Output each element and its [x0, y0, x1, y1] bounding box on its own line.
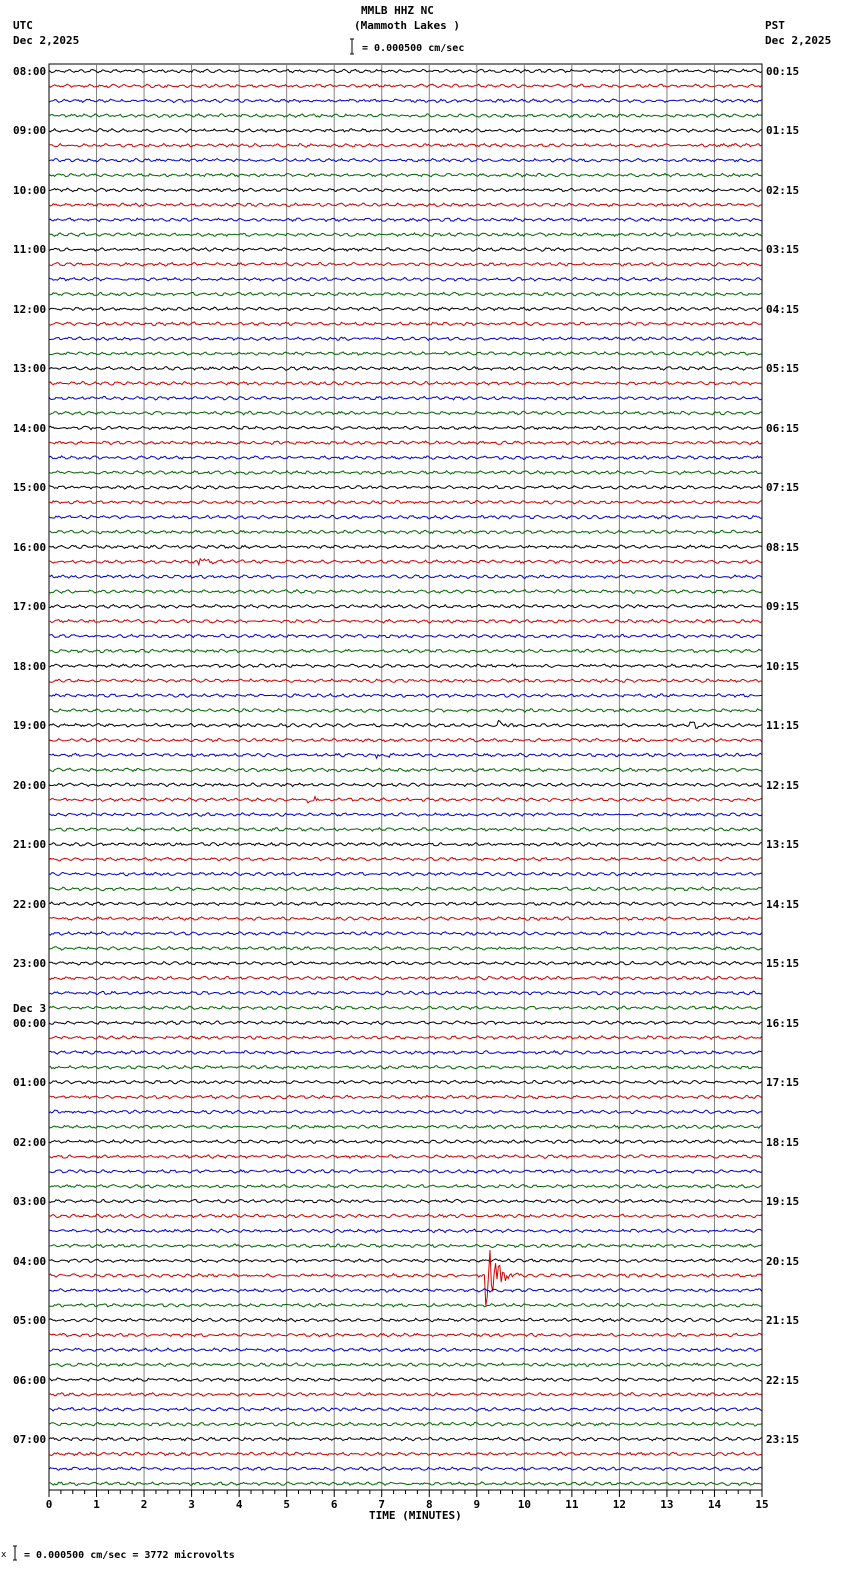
- trace-line: [49, 738, 762, 742]
- trace-line: [49, 619, 762, 623]
- trace-line: [49, 173, 762, 177]
- pst-hour-label: 15:15: [766, 957, 800, 971]
- trace-line: [49, 1080, 762, 1084]
- pst-hour-label: 00:15: [766, 65, 800, 78]
- trace-line: [49, 1348, 762, 1352]
- trace-line: [49, 486, 762, 490]
- trace-line: [49, 694, 762, 697]
- utc-hour-label: 06:00: [13, 1373, 47, 1387]
- trace-line: [49, 1250, 762, 1305]
- trace-line: [49, 872, 762, 876]
- trace-line: [49, 1051, 762, 1055]
- trace-line: [49, 307, 762, 311]
- trace-line: [49, 709, 762, 713]
- trace-line: [49, 575, 762, 579]
- trace-line: [49, 664, 762, 668]
- pst-hour-label: 06:15: [766, 421, 800, 435]
- trace-line: [49, 188, 762, 192]
- pst-hour-label: 02:15: [766, 183, 800, 197]
- trace-line: [49, 1333, 762, 1337]
- trace-line: [49, 1066, 762, 1070]
- trace-line: [49, 322, 762, 326]
- trace-line: [49, 976, 762, 980]
- left-timezone: UTC: [13, 19, 33, 32]
- x-tick-label: 12: [612, 1498, 627, 1511]
- trace-line: [49, 590, 762, 594]
- trace-line: [49, 857, 762, 861]
- x-tick-label: 7: [378, 1498, 386, 1511]
- trace-line: [49, 828, 762, 832]
- trace-line: [49, 721, 762, 729]
- pst-hour-label: 10:15: [766, 659, 800, 673]
- trace-line: [49, 129, 762, 133]
- pst-hour-label: 09:15: [766, 600, 800, 614]
- footer-scale-text: = 0.000500 cm/sec = 3772 microvolts: [24, 1550, 235, 1561]
- pst-hour-label: 12:15: [766, 778, 800, 792]
- x-tick-label: 8: [425, 1498, 433, 1511]
- trace-line: [49, 605, 762, 609]
- seismic-traces: [49, 69, 762, 1485]
- pst-hour-label: 23:15: [766, 1433, 800, 1447]
- trace-line: [49, 1214, 762, 1218]
- trace-line: [49, 530, 762, 534]
- right-date: Dec 2,2025: [765, 34, 832, 47]
- utc-hour-label: 02:00: [13, 1135, 47, 1149]
- trace-line: [49, 1259, 762, 1263]
- trace-line: [49, 649, 762, 653]
- trace-line: [49, 471, 762, 475]
- trace-line: [49, 1408, 762, 1412]
- pst-hour-label: 17:15: [766, 1076, 800, 1090]
- trace-line: [49, 1378, 762, 1382]
- trace-line: [49, 1318, 762, 1322]
- pst-hour-label: 04:15: [766, 302, 800, 316]
- trace-line: [49, 1125, 762, 1129]
- pst-hour-label: 03:15: [766, 243, 800, 257]
- pst-hour-label: 05:15: [766, 362, 800, 376]
- trace-line: [49, 1437, 762, 1441]
- x-tick-label: 14: [707, 1498, 722, 1511]
- trace-line: [49, 961, 762, 965]
- footer-scale-mark: x: [1, 1550, 7, 1560]
- utc-hour-label: 01:00: [13, 1076, 47, 1090]
- utc-hour-label: 05:00: [13, 1314, 47, 1328]
- trace-line: [49, 1170, 762, 1174]
- utc-hour-label: 10:00: [13, 183, 47, 197]
- trace-line: [49, 515, 762, 519]
- trace-line: [49, 1021, 762, 1025]
- x-tick-label: 10: [517, 1498, 531, 1511]
- trace-line: [49, 263, 762, 266]
- pst-hour-label: 18:15: [766, 1135, 800, 1149]
- trace-line: [49, 1036, 762, 1040]
- x-tick-label: 1: [93, 1498, 100, 1511]
- pst-hour-label: 20:15: [766, 1254, 800, 1268]
- trace-line: [49, 382, 762, 386]
- x-tick-label: 2: [140, 1498, 148, 1511]
- x-tick-label: 6: [330, 1498, 338, 1511]
- pst-hour-label: 13:15: [766, 838, 800, 852]
- pst-hour-label: 14:15: [766, 897, 800, 911]
- utc-hour-label: 21:00: [13, 838, 47, 852]
- trace-line: [49, 1155, 762, 1159]
- trace-line: [49, 797, 762, 803]
- trace-line: [49, 144, 762, 148]
- utc-hour-label: 11:00: [13, 243, 47, 257]
- trace-line: [49, 278, 762, 281]
- trace-line: [49, 248, 762, 251]
- utc-hour-label: 22:00: [13, 897, 47, 911]
- trace-line: [49, 352, 762, 356]
- trace-line: [49, 1289, 762, 1293]
- pst-hour-label: 22:15: [766, 1373, 800, 1387]
- time-axis: [46, 1490, 769, 1511]
- trace-line: [49, 902, 762, 906]
- utc-hour-label: 17:00: [13, 600, 47, 614]
- pst-hour-label: 19:15: [766, 1195, 800, 1209]
- trace-line: [49, 753, 762, 758]
- trace-line: [49, 411, 762, 415]
- pst-hour-label: 08:15: [766, 540, 800, 554]
- trace-line: [49, 932, 762, 936]
- trace-line: [49, 1482, 762, 1485]
- trace-line: [49, 1185, 762, 1189]
- utc-hour-label: 04:00: [13, 1254, 47, 1268]
- pst-hour-label: 16:15: [766, 1016, 800, 1030]
- trace-line: [49, 1244, 762, 1248]
- trace-line: [49, 1393, 762, 1397]
- trace-line: [49, 1110, 762, 1114]
- utc-hour-label: 08:00: [13, 65, 47, 78]
- x-tick-label: 4: [235, 1498, 243, 1511]
- trace-line: [49, 456, 762, 460]
- trace-line: [49, 679, 762, 683]
- trace-line: [49, 947, 762, 951]
- utc-hour-label: 18:00: [13, 659, 47, 673]
- trace-line: [49, 1467, 762, 1471]
- utc-hour-label: 09:00: [13, 124, 47, 138]
- station-location: (Mammoth Lakes ): [354, 19, 460, 32]
- utc-hour-label: 16:00: [13, 540, 47, 554]
- trace-line: [49, 813, 762, 817]
- trace-line: [49, 768, 762, 772]
- trace-line: [49, 292, 762, 296]
- utc-hour-label: 07:00: [13, 1433, 47, 1447]
- trace-line: [49, 114, 762, 118]
- x-tick-label: 15: [755, 1498, 769, 1511]
- utc-hour-label: 23:00: [13, 957, 47, 971]
- trace-line: [49, 887, 762, 890]
- trace-line: [49, 203, 762, 207]
- x-tick-label: 9: [473, 1498, 481, 1511]
- utc-hour-label: 12:00: [13, 302, 47, 316]
- trace-line: [49, 337, 762, 341]
- trace-line: [49, 1363, 762, 1367]
- trace-line: [49, 1199, 762, 1202]
- trace-line: [49, 441, 762, 445]
- utc-hour-label: 13:00: [13, 362, 47, 376]
- trace-line: [49, 1229, 762, 1233]
- trace-line: [49, 783, 762, 786]
- right-timezone: PST: [765, 19, 785, 32]
- x-tick-label: 11: [565, 1498, 579, 1511]
- trace-line: [49, 1452, 762, 1456]
- trace-line: [49, 1304, 762, 1307]
- trace-line: [49, 1095, 762, 1099]
- trace-line: [49, 218, 762, 222]
- x-tick-label: 3: [188, 1498, 195, 1511]
- trace-line: [49, 559, 762, 565]
- trace-line: [49, 1140, 762, 1143]
- date-change-label: Dec 3: [13, 1001, 47, 1015]
- utc-hour-label: 00:00: [13, 1016, 47, 1030]
- pst-hour-label: 01:15: [766, 124, 800, 138]
- pst-hour-label: 11:15: [766, 719, 800, 733]
- station-title: MMLB HHZ NC: [361, 4, 434, 17]
- utc-hour-label: 15:00: [13, 481, 47, 495]
- left-date: Dec 2,2025: [13, 34, 80, 47]
- trace-line: [49, 545, 762, 549]
- trace-line: [49, 99, 762, 103]
- x-tick-label: 0: [45, 1498, 53, 1511]
- utc-hour-label: 14:00: [13, 421, 47, 435]
- x-axis-label: TIME (MINUTES): [369, 1509, 462, 1522]
- trace-line: [49, 84, 762, 88]
- utc-hour-label: 20:00: [13, 778, 47, 792]
- trace-line: [49, 426, 762, 430]
- pst-hour-label: 07:15: [766, 481, 800, 495]
- trace-line: [49, 396, 762, 400]
- utc-hour-label: 19:00: [13, 719, 47, 733]
- trace-line: [49, 634, 762, 638]
- trace-line: [49, 843, 762, 847]
- utc-hour-label: 03:00: [13, 1195, 47, 1209]
- x-tick-label: 13: [660, 1498, 674, 1511]
- pst-hour-label: 21:15: [766, 1314, 800, 1328]
- trace-line: [49, 991, 762, 995]
- trace-line: [49, 917, 762, 921]
- trace-line: [49, 159, 762, 163]
- x-tick-label: 5: [283, 1498, 290, 1511]
- trace-line: [49, 69, 762, 73]
- trace-line: [49, 367, 762, 371]
- trace-line: [49, 233, 762, 237]
- trace-line: [49, 1422, 762, 1426]
- trace-line: [49, 1006, 762, 1010]
- trace-line: [49, 501, 762, 505]
- scale-text: = 0.000500 cm/sec: [362, 43, 465, 54]
